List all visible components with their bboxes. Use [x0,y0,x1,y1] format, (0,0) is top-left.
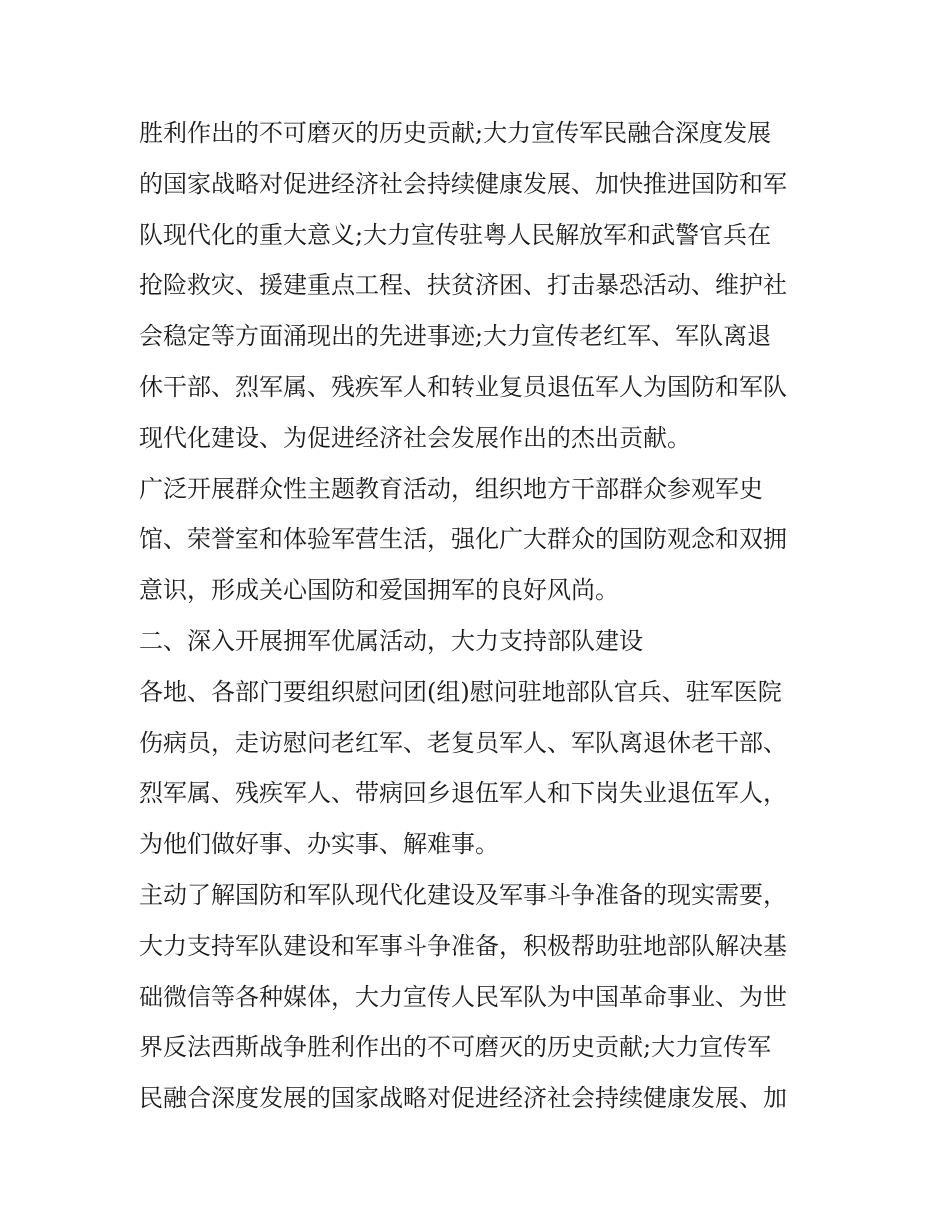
text-line-6: 休干部、烈军属、残疾军人和转业复员退伍军人为国防和军队 [139,372,787,401]
text-line-3: 队现代化的重大意义;大力宣传驻粤人民解放军和武警官兵在 [139,220,772,249]
text-line-9: 馆、荣誉室和体验军营生活，强化广大群众的国防观念和双拥 [139,525,787,554]
text-line-19: 界反法西斯战争胜利作出的不可磨灭的历史贡献;大力宣传军 [139,1033,772,1062]
text-line-4: 抢险救灾、援建重点工程、扶贫济困、打击暴恐活动、维护社 [139,271,787,300]
section-heading: 二、深入开展拥军优属活动，大力支持部队建设 [139,626,643,655]
text-line-10: 意识，形成关心国防和爱国拥军的良好风尚。 [139,576,619,605]
text-line-12: 各地、各部门要组织慰问团(组)慰问驻地部队官兵、驻军医院 [139,677,782,706]
text-line-20: 民融合深度发展的国家战略对促进经济社会持续健康发展、加 [139,1084,787,1113]
text-line-15: 为他们做好事、办实事、解难事。 [139,830,499,859]
text-line-16: 主动了解国防和军队现代化建设及军事斗争准备的现实需要， [139,880,787,909]
text-line-8: 广泛开展群众性主题教育活动，组织地方干部群众参观军史 [139,474,763,503]
text-line-17: 大力支持军队建设和军事斗争准备，积极帮助驻地部队解决基 [139,931,787,960]
text-line-7: 现代化建设、为促进经济社会发展作出的杰出贡献。 [139,423,691,452]
text-line-1: 胜利作出的不可磨灭的历史贡献;大力宣传军民融合深度发展 [139,119,772,147]
text-line-13: 伤病员，走访慰问老红军、老复员军人、军队离退休老干部、 [139,728,787,757]
text-line-5: 会稳定等方面涌现出的先进事迹;大力宣传老红军、军队离退 [139,322,772,351]
text-line-18: 础微信等各种媒体，大力宣传人民军队为中国革命事业、为世 [139,982,787,1011]
text-line-2: 的国家战略对促进经济社会持续健康发展、加快推进国防和军 [139,169,787,198]
body-text [139,108,839,1124]
text-line-14: 烈军属、残疾军人、带病回乡退伍军人和下岗失业退伍军人， [139,779,787,808]
